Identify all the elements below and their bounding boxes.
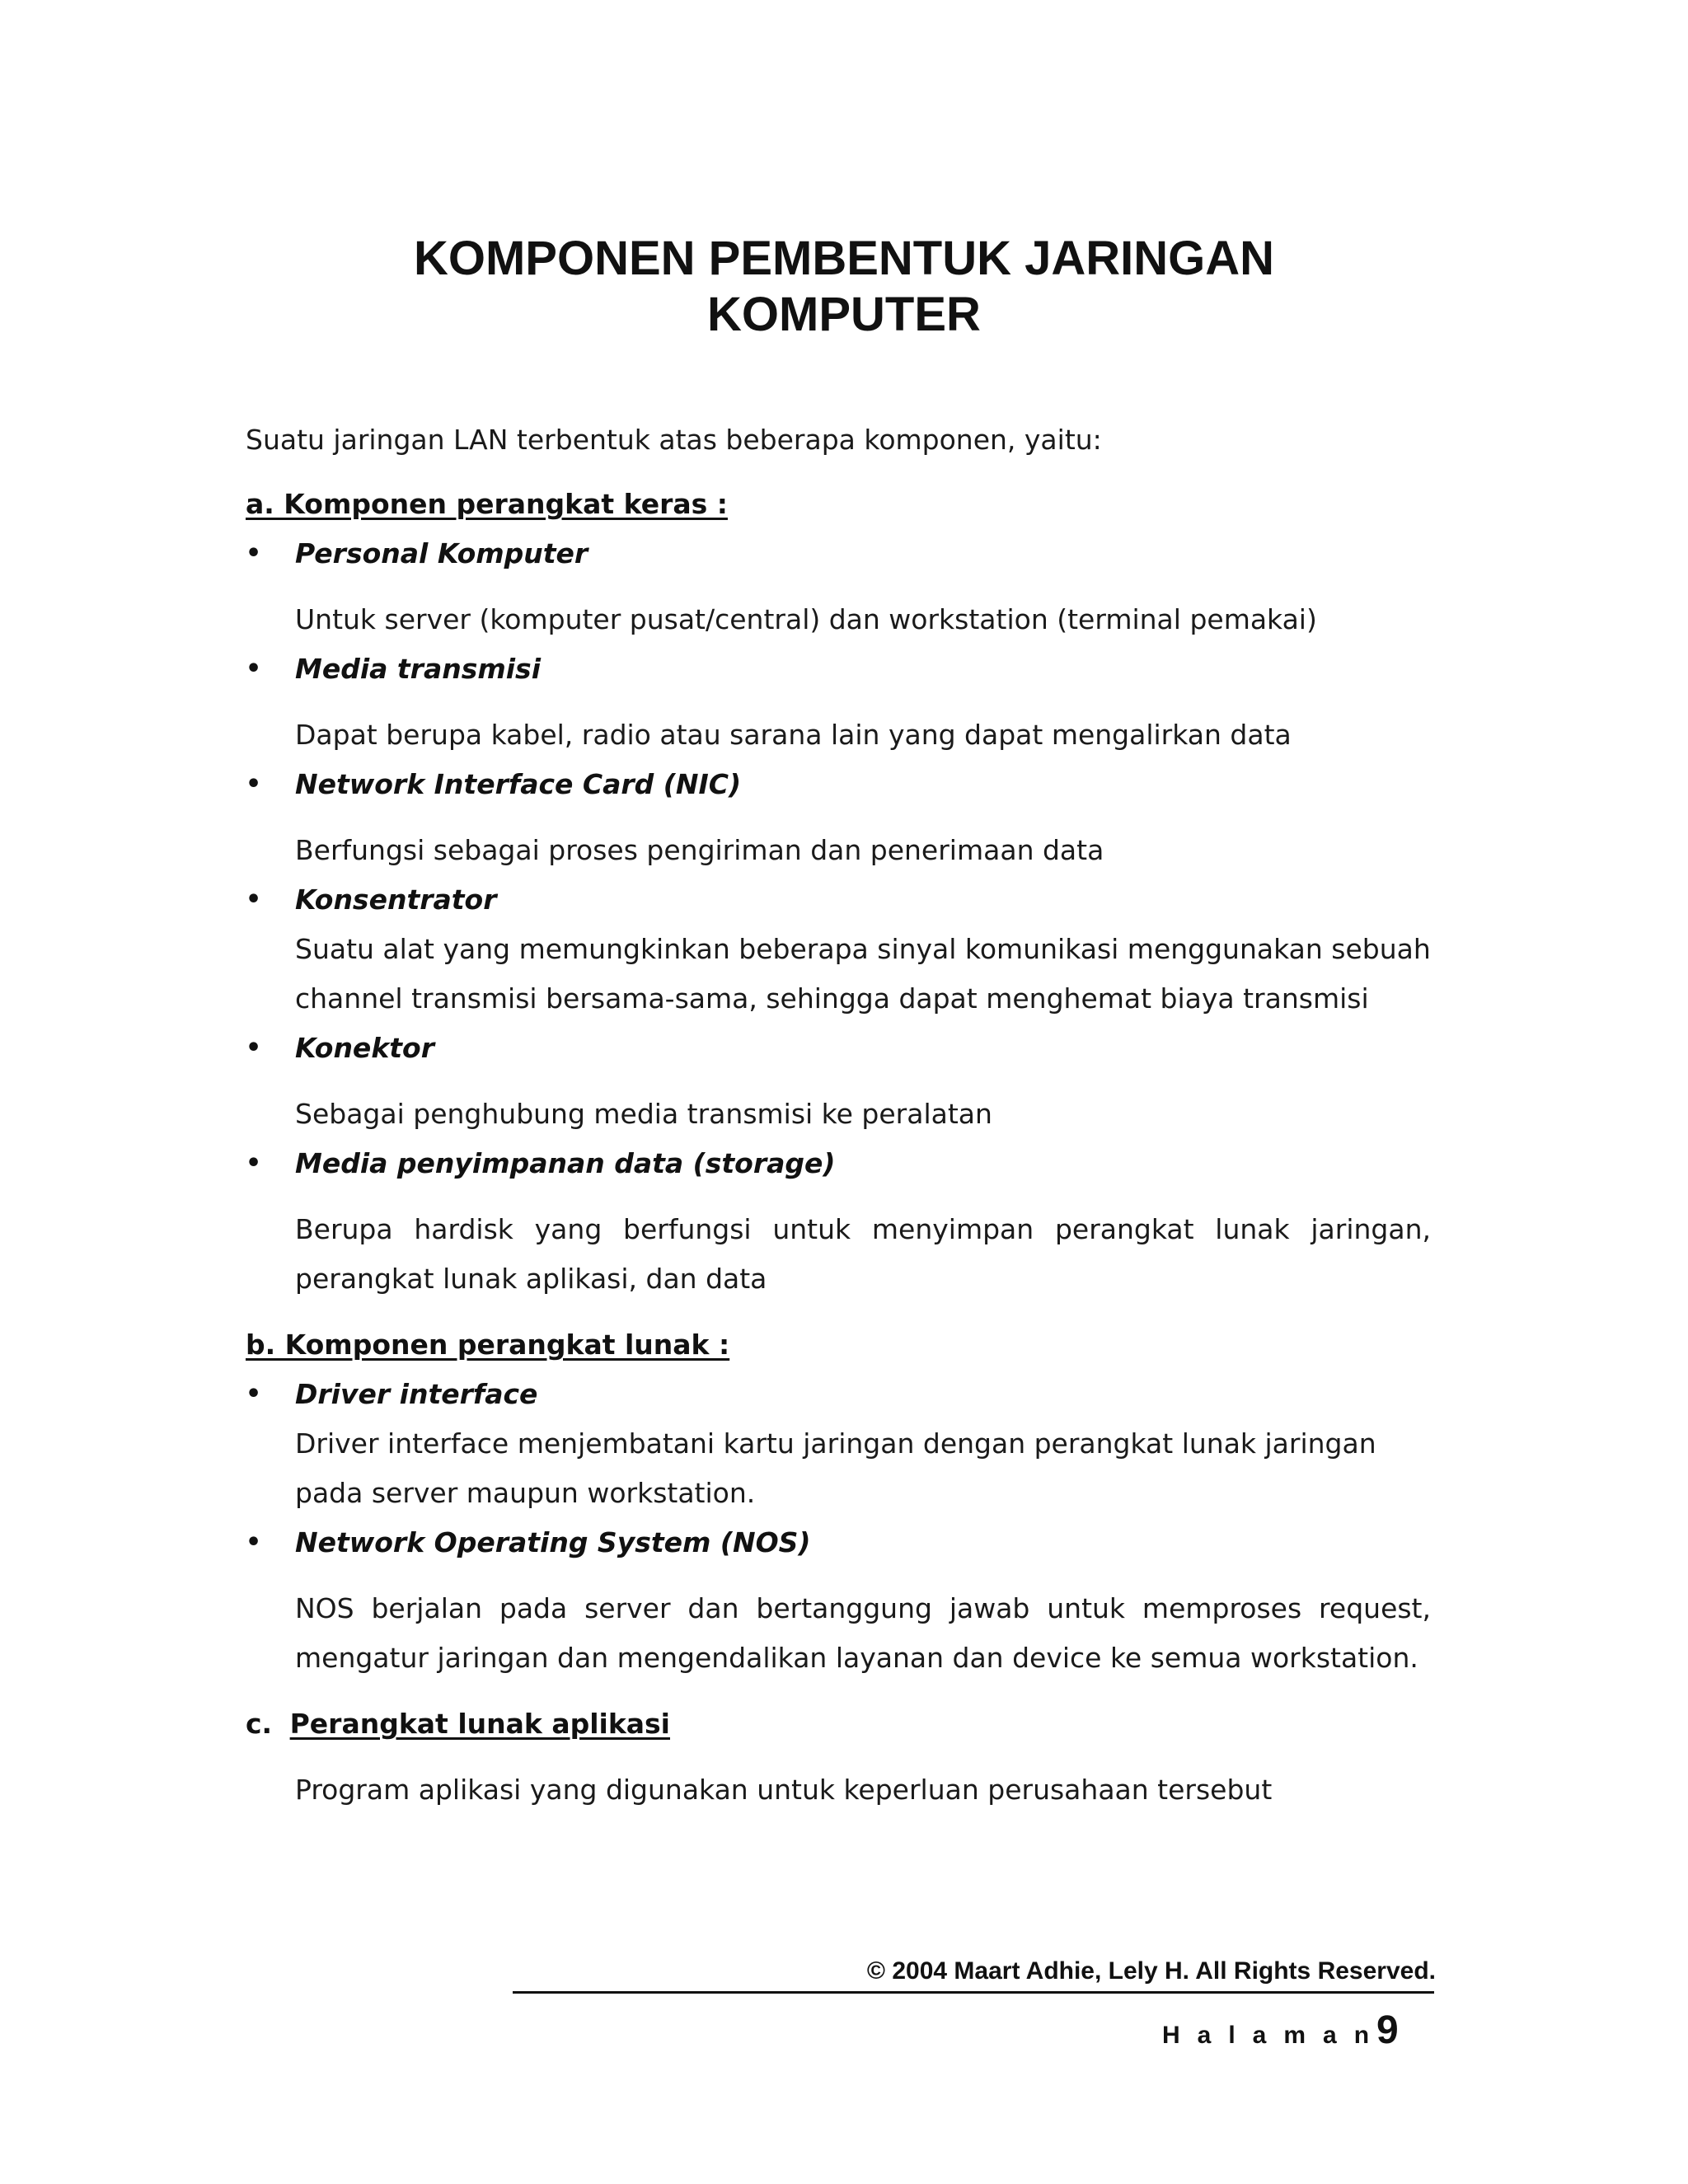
bullet-icon: •	[246, 1380, 262, 1408]
item-desc-nos: NOS berjalan pada server dan bertanggung jawab untuk memproses request, mengatur jaringan dan mengendalikan layanan dan device ke semua workstation.	[295, 1592, 1431, 1674]
section-a-heading	[246, 488, 728, 521]
item-title-personal-komputer: Personal Komputer	[295, 537, 588, 569]
page-number: 9	[1376, 2008, 1399, 2052]
item-title-konektor: Konektor	[295, 1032, 434, 1064]
item-title-storage: Media penyimpanan data (storage)	[295, 1147, 836, 1179]
section-b-heading-text: b. Komponen perangkat lunak :	[246, 1329, 730, 1361]
item-desc-driver-interface: Driver interface menjembatani kartu jaringan dengan perangkat lunak jaringan pada server maupun workstation.	[295, 1427, 1376, 1509]
item-desc-konsentrator: Suatu alat yang memungkinkan beberapa sinyal komunikasi menggunakan sebuah channel transmisi bersama-sama, sehingga dapat menghemat biaya transmisi	[295, 933, 1431, 1015]
page-title-line-1: KOMPONEN PEMBENTUK JARINGAN	[413, 232, 1275, 285]
section-c-desc: Program aplikasi yang digunakan untuk keperluan perusahaan tersebut	[295, 1774, 1273, 1806]
bullet-icon: •	[246, 885, 262, 914]
section-c-heading	[246, 1708, 670, 1741]
item-title-driver-interface: Driver interface	[295, 1378, 538, 1410]
section-a-heading-text: a. Komponen perangkat keras :	[246, 488, 728, 520]
bullet-icon: •	[246, 1149, 262, 1178]
intro-text: Suatu jaringan LAN terbentuk atas beberapa komponen, yaitu:	[246, 424, 1102, 456]
bullet-icon: •	[246, 770, 262, 799]
item-desc-media-transmisi: Dapat berupa kabel, radio atau sarana lain yang dapat mengalirkan data	[295, 719, 1292, 751]
item-title-media-transmisi: Media transmisi	[295, 653, 542, 685]
page-label: Halaman	[1162, 2022, 1387, 2049]
bullet-icon: •	[246, 1033, 262, 1062]
bullet-icon: •	[246, 539, 262, 568]
footer-divider	[513, 1991, 1434, 1994]
item-title-nos: Network Operating System (NOS)	[295, 1526, 811, 1558]
section-c-heading-text: Perangkat lunak aplikasi	[289, 1708, 670, 1740]
section-c-prefix: c.	[246, 1708, 273, 1740]
item-desc-nic: Berfungsi sebagai proses pengiriman dan penerimaan data	[295, 834, 1104, 866]
item-desc-personal-komputer: Untuk server (komputer pusat/central) dan workstation (terminal pemakai)	[295, 603, 1317, 635]
bullet-icon: •	[246, 1528, 262, 1557]
item-title-nic: Network Interface Card (NIC)	[295, 768, 742, 800]
item-title-konsentrator: Konsentrator	[295, 883, 497, 916]
bullet-icon: •	[246, 654, 262, 683]
item-desc-storage: Berupa hardisk yang berfungsi untuk menyimpan perangkat lunak jaringan, perangkat lunak aplikasi, dan data	[295, 1213, 1431, 1295]
item-desc-konektor: Sebagai penghubung media transmisi ke peralatan	[295, 1098, 992, 1130]
page-title-line-2: KOMPUTER	[707, 288, 981, 341]
section-b-heading	[246, 1329, 729, 1361]
copyright-text: © 2004 Maart Adhie, Lely H. All Rights Reserved.	[866, 1957, 1436, 1985]
